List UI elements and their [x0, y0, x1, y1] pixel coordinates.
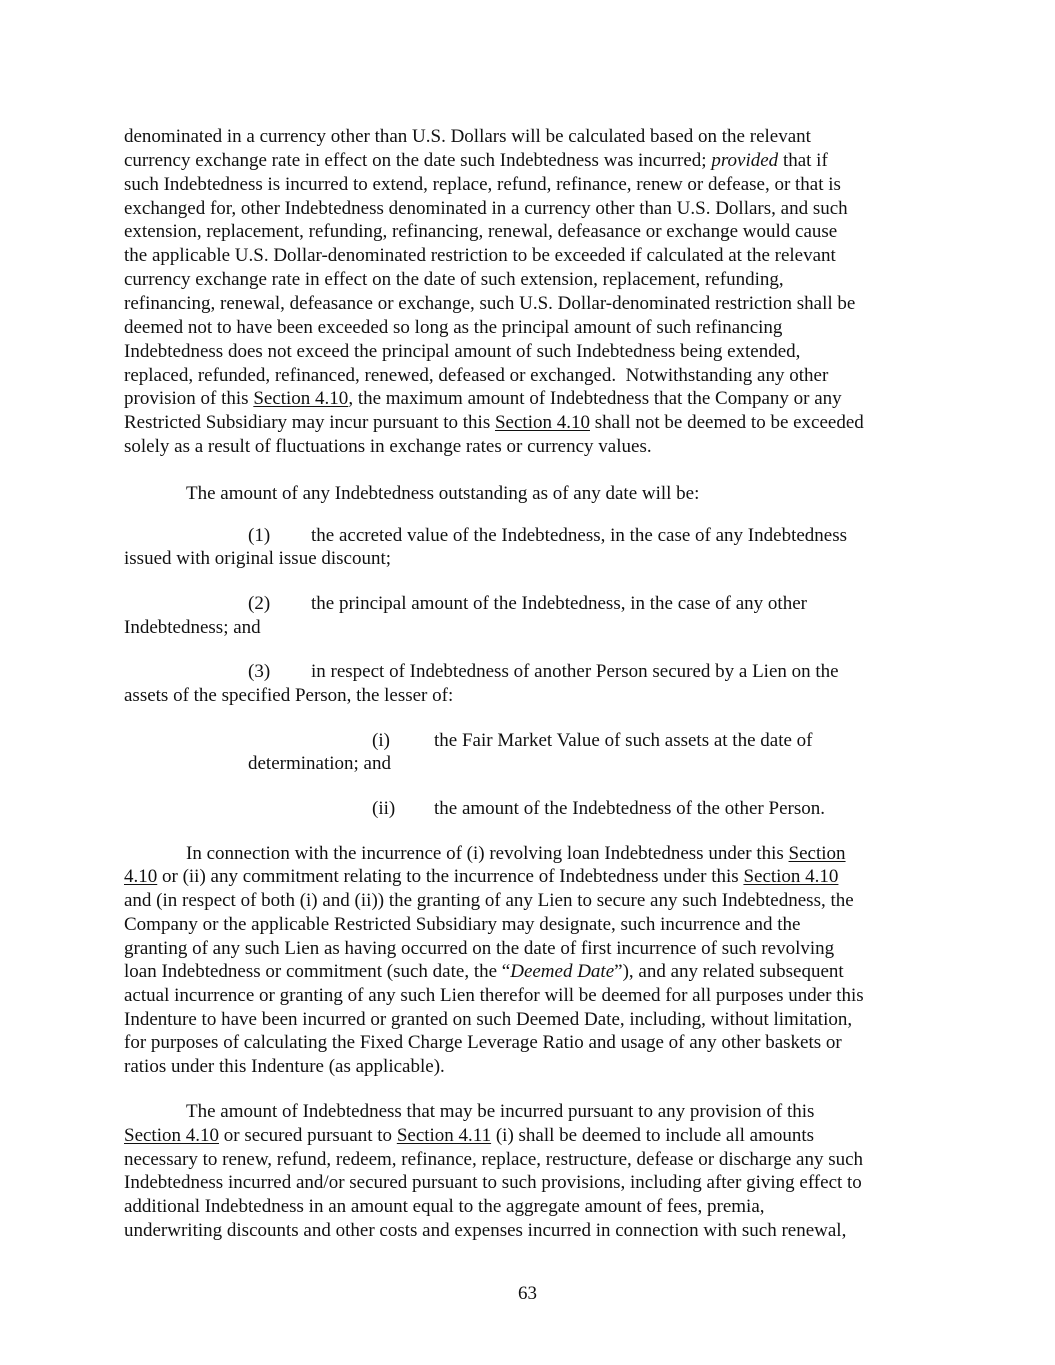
text-line: Indebtedness does not exceed the principal amount of such Indebtedness being extended,	[124, 341, 801, 362]
text-line: underwriting discounts and other costs and expenses incurred in connection with such renewal,	[124, 1220, 847, 1241]
list-number: (i)	[372, 730, 390, 751]
list-text: determination; and	[248, 753, 391, 774]
text-line	[124, 387, 842, 411]
text-run: , the maximum amount of Indebtedness that the Company or any	[348, 388, 842, 409]
text-line: refinancing, renewal, defeasance or exchange, such U.S. Dollar-denominated restriction shall be	[124, 293, 856, 314]
text-line	[124, 865, 838, 889]
text-line: actual incurrence or granting of any such Lien therefor will be deemed for all purposes under this	[124, 985, 864, 1006]
section-4-11-link[interactable]: Section 4.11	[396, 1125, 492, 1146]
list-text: in respect of Indebtedness of another Person secured by a Lien on the	[311, 661, 839, 682]
text-line	[124, 960, 844, 984]
text-line: granting of any such Lien as having occurred on the date of first incurrence of such revolving	[124, 938, 835, 959]
text-run: ”), and any related subsequent	[614, 961, 844, 982]
text-run: provision of this	[124, 388, 254, 409]
text-line: ratios under this Indenture (as applicable).	[124, 1056, 445, 1077]
text-line: necessary to renew, refund, redeem, refinance, replace, restructure, defease or discharge any such	[124, 1149, 864, 1170]
text-line: such Indebtedness is incurred to extend, replace, refund, refinance, renew or defease, or that is	[124, 174, 841, 195]
list-text: assets of the specified Person, the lesser of:	[124, 685, 454, 706]
text-line: currency exchange rate in effect on the date of such extension, replacement, refunding,	[124, 269, 784, 290]
list-number: (1)	[248, 525, 271, 546]
section-4-10-link[interactable]: Section 4.10	[253, 388, 349, 409]
text-line	[186, 842, 846, 866]
text-line: replaced, refunded, refinanced, renewed, defeased or exchanged. Notwithstanding any other	[124, 365, 829, 386]
text-line: the applicable U.S. Dollar-denominated restriction to be exceeded if calculated at the relevant	[124, 245, 836, 266]
text-line: deemed not to have been exceeded so long as the principal amount of such refinancing	[124, 317, 783, 338]
list-text: the accreted value of the Indebtedness, in the case of any Indebtedness	[311, 525, 847, 546]
text-line	[124, 1124, 814, 1148]
text-line: extension, replacement, refunding, refinancing, renewal, defeasance or exchange would cause	[124, 221, 838, 242]
text-line: denominated in a currency other than U.S. Dollars will be calculated based on the relevant	[124, 126, 811, 147]
list-text: issued with original issue discount;	[124, 548, 392, 569]
text-line: The amount of Indebtedness that may be incurred pursuant to any provision of this	[186, 1101, 815, 1122]
text-line: Indebtedness incurred and/or secured pursuant to such provisions, including after giving effect to	[124, 1172, 862, 1193]
text-line: Indenture to have been incurred or granted on such Deemed Date, including, without limitation,	[124, 1009, 853, 1030]
section-4-10-link[interactable]: Section 4.10	[124, 1125, 219, 1146]
text-run: or secured pursuant to	[219, 1125, 397, 1146]
list-text: the Fair Market Value of such assets at the date of	[434, 730, 813, 751]
text-line: additional Indebtedness in an amount equal to the aggregate amount of fees, premia,	[124, 1196, 765, 1217]
text-line: solely as a result of fluctuations in exchange rates or currency values.	[124, 436, 652, 457]
text-line: exchanged for, other Indebtedness denominated in a currency other than U.S. Dollars, and such	[124, 198, 848, 219]
provided-emphasis: provided	[711, 150, 779, 171]
section-4-10-link[interactable]: 4.10	[124, 866, 158, 887]
list-text: the principal amount of the Indebtedness, in the case of any other	[311, 593, 807, 614]
paragraph-amount-intro: The amount of any Indebtedness outstanding as of any date will be:	[186, 483, 700, 504]
section-4-10-link[interactable]: Section 4.10	[494, 412, 590, 433]
text-line	[124, 149, 828, 173]
text-run: currency exchange rate in effect on the date such Indebtedness was incurred;	[124, 150, 712, 171]
section-4-10-link[interactable]: Section	[788, 843, 846, 864]
page-number: 63	[518, 1283, 537, 1304]
text-run: In connection with the incurrence of (i) revolving loan Indebtedness under this	[186, 843, 789, 864]
text-line: and (in respect of both (i) and (ii)) the granting of any Lien to secure any such Indebtedness, the	[124, 890, 854, 911]
deemed-date-term: Deemed Date	[510, 961, 615, 982]
text-run: shall not be deemed to be exceeded	[589, 412, 864, 433]
list-number: (ii)	[372, 798, 396, 819]
text-line: for purposes of calculating the Fixed Charge Leverage Ratio and usage of any other baskets or	[124, 1032, 842, 1053]
text-run: that if	[778, 150, 828, 171]
text-line: Company or the applicable Restricted Subsidiary may designate, such incurrence and the	[124, 914, 801, 935]
list-number: (3)	[248, 661, 271, 682]
text-run: (i) shall be deemed to include all amounts	[491, 1125, 815, 1146]
text-run: or (ii) any commitment relating to the incurrence of Indebtedness under this	[157, 866, 744, 887]
list-text: Indebtedness; and	[124, 617, 261, 638]
text-run: loan Indebtedness or commitment (such date, the “	[124, 961, 511, 982]
text-run: Restricted Subsidiary may incur pursuant to this	[124, 412, 495, 433]
list-number: (2)	[248, 593, 271, 614]
list-text: the amount of the Indebtedness of the other Person.	[434, 798, 825, 819]
section-4-10-link[interactable]: Section 4.10	[743, 866, 839, 887]
text-line	[124, 411, 864, 435]
